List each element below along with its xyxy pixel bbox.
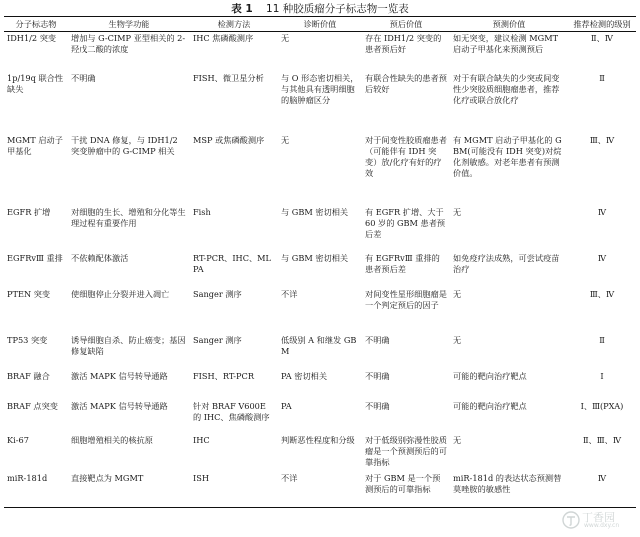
column-header: 推荐检测的级别	[573, 18, 631, 29]
watermark	[562, 509, 634, 531]
table-cell-prognostic: 不明确	[365, 334, 390, 345]
table-cell-marker: Ki-67	[7, 434, 29, 445]
table-cell-level: Ⅱ	[599, 334, 605, 345]
table-cell-prognostic: 有联合性缺失的患者预后较好	[365, 72, 447, 94]
table-cell-method: Sanger 测序	[193, 288, 242, 299]
table-cell-marker: 1p/19q 联合性缺失	[7, 72, 64, 94]
table-cell-function: 细胞增殖相关的核抗原	[71, 434, 153, 445]
table-cell-method: ISH	[193, 472, 209, 483]
table-cell-level: Ⅱ	[599, 72, 605, 83]
column-header: 分子标志物	[15, 18, 57, 29]
table-cell-prognostic: 不明确	[365, 370, 390, 381]
table-cell-prognostic: 存在 IDH1/2 突变的患者预后好	[365, 33, 442, 54]
table-cell-function: 对细胞的生长、增殖和分化等生理过程有重要作用	[71, 206, 186, 228]
table-cell-method: IHC	[193, 434, 210, 445]
table-cell-prognostic: 对间变性星形细胞瘤是一个判定预后的因子	[365, 288, 447, 310]
table-row	[4, 400, 636, 434]
table-row	[4, 472, 636, 508]
table-row	[4, 252, 636, 288]
column-header: 检测方法	[217, 18, 251, 29]
table-cell-function: 直接靶点为 MGMT	[71, 472, 144, 483]
column-header: 预测价值	[492, 18, 526, 29]
table-cell-function: 激活 MAPK 信号转导通路	[71, 370, 168, 381]
watermark-url: www.dxy.cn	[584, 522, 620, 529]
table-cell-prognostic: 有 EGFR 扩增、大于 60 岁的 GBM 患者预后差	[365, 206, 446, 239]
column-header: 诊断价值	[303, 18, 337, 29]
table-cell-function: 不依赖配体激活	[71, 252, 129, 263]
table-row	[4, 370, 636, 400]
table-cell-level: Ⅳ	[597, 206, 607, 217]
column-header: 预后价值	[389, 18, 423, 29]
table-cell-prognostic: 对于间变性胶质瘤患者（可能伴有 IDH 突变）放/化疗有好的疗效	[365, 134, 447, 178]
watermark-brand: 丁香园	[582, 511, 615, 524]
table-caption-label: 表 1	[231, 3, 253, 15]
table-cell-method: FISH、微卫星分析	[193, 72, 264, 83]
table-cell-level: Ⅳ	[597, 472, 607, 483]
table-cell-marker: MGMT 启动子甲基化	[7, 134, 63, 156]
table-cell-prognostic: 有 EGFRvⅢ 重排的患者预后差	[365, 252, 440, 274]
table-cell-predictive: 有 MGMT 启动子甲基化的 GBM(可能没有 IDH 突变)对烷化剂敏感。对老年患者有预测价值。	[453, 134, 562, 178]
table-cell-method: FISH、RT-PCR	[193, 370, 254, 381]
table-cell-diagnostic: 不详	[281, 472, 298, 483]
table-row	[4, 72, 636, 134]
table-cell-level: Ⅲ、Ⅳ	[589, 288, 615, 299]
table-cell-diagnostic: 低级别 A 和继发 GBM	[281, 334, 357, 356]
table-cell-level: Ⅰ、Ⅲ(PXA)	[580, 400, 624, 411]
table-cell-marker: EGFRvⅢ 重排	[7, 252, 63, 263]
table-cell-predictive: 可能的靶向治疗靶点	[453, 370, 527, 381]
table-cell-predictive: 无	[453, 334, 462, 345]
table-cell-level: Ⅳ	[597, 252, 607, 263]
table-cell-method: RT-PCR、IHC、MLPA	[193, 252, 271, 274]
table-cell-diagnostic: PA	[281, 400, 292, 411]
table-header-row	[4, 17, 636, 32]
table-caption-title: 11 种胶质瘤分子标志物一览表	[266, 3, 409, 15]
table-cell-predictive: 如免疫疗法成熟，可尝试疫苗治疗	[453, 252, 560, 274]
table-cell-diagnostic: 与 GBM 密切相关	[281, 252, 349, 263]
table-row	[4, 32, 636, 72]
table-cell-diagnostic: PA 密切相关	[281, 370, 328, 381]
column-header: 生物学功能	[108, 18, 150, 29]
table-cell-predictive: 无	[453, 206, 462, 217]
table-cell-level: Ⅰ	[600, 370, 604, 381]
table-cell-predictive: miR-181d 的表达状态预测替莫唑胺的敏感性	[453, 472, 562, 494]
table-cell-marker: EGFR 扩增	[7, 206, 51, 217]
table-cell-function: 诱导细胞自杀、防止癌变；基因修复缺陷	[71, 334, 186, 356]
table-row	[4, 206, 636, 252]
document-page	[0, 2, 640, 537]
table-cell-diagnostic: 无	[281, 33, 290, 43]
table-cell-function: 不明确	[71, 72, 96, 83]
table-row	[4, 134, 636, 206]
table-cell-marker: PTEN 突变	[7, 288, 51, 299]
table-cell-diagnostic: 与 O 形态密切相关，与其他具有透明细胞的脑肿瘤区分	[281, 72, 359, 105]
table-cell-method: IHC 焦磷酸测序	[193, 33, 254, 43]
table-cell-prognostic: 对于 GBM 是一个预测预后的可靠指标	[365, 472, 441, 494]
table-cell-predictive: 可能的靶向治疗靶点	[453, 400, 527, 411]
table-cell-predictive: 无	[453, 288, 462, 299]
table-cell-predictive: 如无突变，建议检测 MGMT 启动子甲基化来预测预后	[453, 33, 559, 54]
table-row	[4, 288, 636, 334]
table-row	[4, 334, 636, 370]
table-cell-marker: IDH1/2 突变	[7, 33, 57, 43]
table-cell-predictive: 无	[453, 434, 462, 445]
table-cell-method: Fish	[193, 206, 211, 217]
table-cell-function: 使细胞停止分裂并进入凋亡	[71, 288, 170, 299]
table-cell-prognostic: 对于低级别弥漫性胶质瘤是一个预测预后的可靠指标	[365, 434, 447, 467]
table-cell-marker: BRAF 点突变	[7, 400, 58, 411]
table-cell-diagnostic: 与 GBM 密切相关	[281, 206, 349, 217]
table-cell-function: 增加与 G-CIMP 亚型相关的 2-羟戊二酸的浓度	[71, 33, 186, 54]
table-cell-method: MSP 或焦磷酸测序	[193, 134, 265, 145]
dxy-logo-icon	[562, 511, 580, 529]
table-cell-level: Ⅲ、Ⅳ	[589, 134, 615, 145]
table-cell-marker: BRAF 融合	[7, 370, 50, 381]
marker-table	[4, 16, 636, 508]
table-cell-method: Sanger 测序	[193, 334, 242, 345]
table-cell-level: Ⅱ、Ⅲ、Ⅳ	[582, 434, 621, 445]
table-cell-marker: miR-181d	[7, 472, 48, 483]
table-cell-function: 干扰 DNA 修复，与 IDH1/2 突变肿瘤中的 G-CIMP 相关	[71, 134, 178, 156]
table-cell-level: Ⅱ、Ⅳ	[591, 33, 613, 43]
table-cell-function: 激活 MAPK 信号转导通路	[71, 400, 168, 411]
table-cell-diagnostic: 无	[281, 134, 290, 145]
table-cell-marker: TP53 突变	[7, 334, 48, 345]
table-cell-predictive: 对于有联合缺失的少突或间变性少突胶质细胞瘤患者，推荐化疗或联合放化疗	[453, 72, 560, 105]
table-caption	[4, 2, 636, 16]
table-cell-prognostic: 不明确	[365, 400, 390, 411]
table-row	[4, 434, 636, 472]
table-cell-method: 针对 BRAF V600E 的 IHC、焦磷酸测序	[193, 400, 270, 422]
table-cell-diagnostic: 不详	[281, 288, 298, 299]
table-cell-diagnostic: 判断恶性程度和分级	[281, 434, 355, 445]
